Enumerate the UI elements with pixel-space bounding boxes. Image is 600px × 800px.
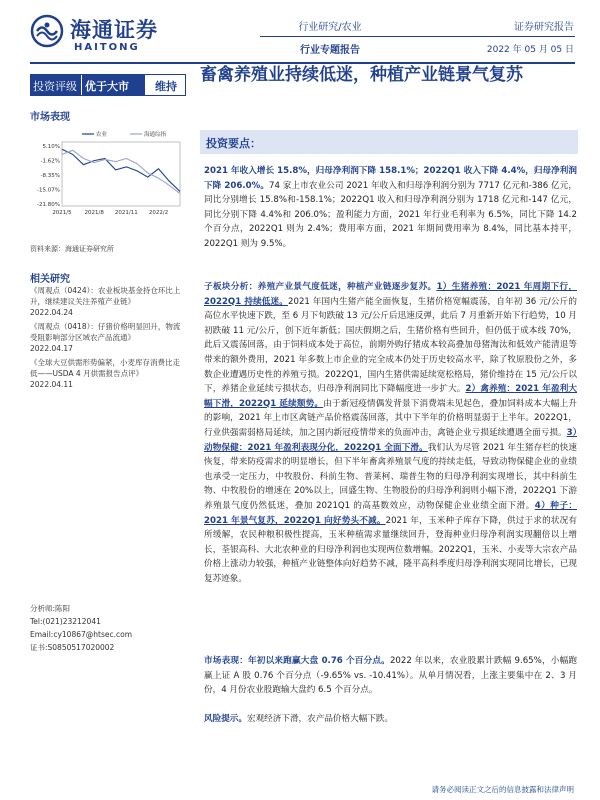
series-line bbox=[62, 150, 180, 193]
related-item-date: 2022.04.17 bbox=[30, 344, 73, 353]
summary-lead: 2021 年收入增长 15.8%，归母净利润下降 158.1%；2022Q1 收入下降 4.4%，归母净利润下降 206.0%。 bbox=[204, 166, 577, 191]
related-item-text: 《周观点（0418）：仔猪价格明显回升，物流受阻影响部分区域农产品流通》 bbox=[30, 322, 181, 342]
y-tick-label: -21.80% bbox=[37, 202, 60, 208]
poultry-body: 由于新冠疫情偶发背景下消费端未见起色，叠加饲料成本大幅上升的影响，2021 年上市区禽链产品价格震荡回落，其中下半年的价格明显弱于上半年。2022Q1，行业供强需弱格局延续，加之国内新冠疫情带来的负面冲击，禽链企业亏损延续遭遇全面亏损。 bbox=[204, 398, 577, 438]
rating-status: 维持 bbox=[145, 75, 185, 95]
market-lead: 市场表现：年初以来跑赢大盘 0.76 个百分点。 bbox=[204, 656, 390, 666]
investment-rating bbox=[30, 74, 186, 96]
market-chart-svg bbox=[30, 128, 186, 224]
chart-source: 资料来源：海通证券研究所 bbox=[30, 245, 114, 253]
rating-value: 优于大市 bbox=[81, 75, 145, 95]
report-category: 行业研究/农业 bbox=[298, 22, 362, 33]
hog-body: 2021 年国内生猪产能全面恢复，生猪价格宽幅震荡，自年初 36 元/公斤的高位水平快速下跌，至 6 月下旬跌破 13 元/公斤后迅速反弹，此后 7 月重新开始下行趋势，10 月初跌破 11 元/公斤，创下近年新低；国庆假期之后，生猪价格有些回升，但仍低于成本线 70%，此后又震荡回落，由于饲料成本处于高位，前期外购仔猪成本较高叠加母猪淘汰和低效产能清退等带来的额外费用，2021 年多数上市企业的完全成本仍处于历史较高水平，除了牧原股份之外，多数企业遭遇历史性的养殖亏损。2022Q1，国内生猪供需延续宽松格局，猪价维持在 15 元/公斤以下，养猪企业延续亏损状态，归母净利润同比下降幅度进一步扩大。 bbox=[204, 296, 577, 395]
y-tick-label: -15.07% bbox=[37, 187, 60, 194]
y-tick-label: -8.35% bbox=[40, 173, 60, 179]
header-divider bbox=[260, 36, 575, 37]
poultry-heading: 2）禽养殖：2021 年盈利大幅下滑，2022Q1 延续颓势。 bbox=[204, 384, 577, 409]
analyst-info bbox=[30, 602, 132, 654]
analyst-name: 分析师:陈阳 bbox=[30, 604, 71, 613]
report-kind: 证券研究报告 bbox=[514, 22, 574, 33]
haitong-emblem-icon bbox=[30, 14, 64, 48]
legend-label: 海通综指 bbox=[144, 132, 167, 138]
x-tick-label: 2021/11 bbox=[114, 210, 138, 216]
legend-label: 农业 bbox=[96, 132, 108, 138]
x-tick-label: 2021/5 bbox=[52, 210, 72, 216]
x-tick-label: 2021/8 bbox=[84, 210, 104, 216]
seed-body: 2021 年，玉米种子库存下降，供过于求的状况有所缓解，农民种粮积极性提高，玉米种植需求量继续回升，登海种业归母净利润实现翻倍以上增长，荃银高科、大北农种业的归母净利润也实现两位数增幅。2022Q1，玉米、小麦等大宗农产品价格上涨动力较强，种植产业链整体向好趋势不减，隆平高科季度归母净利润实现同比增长，已现复苏迹象。 bbox=[204, 515, 578, 584]
animal-health-heading: 3）动物保健：2021 年盈利表现分化，2022Q1 全面下滑。 bbox=[204, 427, 577, 453]
market-section-title: 市场表现 bbox=[30, 112, 70, 123]
risk-rest: 宏观经济下滑，农产品价格大幅下跌。 bbox=[246, 714, 394, 724]
subsectors-lead: 子板块分析：养殖产业景气度低迷，种植产业链逐步复苏。 bbox=[204, 282, 437, 292]
x-tick-label: 2022/2 bbox=[148, 210, 169, 216]
header-center bbox=[270, 18, 390, 56]
key-points-label: 投资要点： bbox=[206, 137, 261, 150]
paragraph-summary bbox=[204, 164, 577, 252]
related-item-text: 《周观点（0424）：农业板块基金持仓环比上升，继续建议关注养殖产业链》 bbox=[30, 286, 181, 306]
related-item-text: 《全球大豆供需形势偏紧，小麦库存消费比走低——USDA 4 月供需报告点评》 bbox=[30, 358, 180, 378]
analyst-tel: Tel:(021)23212041 bbox=[30, 617, 101, 626]
logo-en-text: HAITONG bbox=[74, 42, 140, 53]
report-header bbox=[0, 0, 600, 62]
y-tick-label: -1.62% bbox=[40, 158, 60, 165]
paragraph-risk bbox=[204, 712, 577, 727]
market-chart bbox=[30, 128, 186, 224]
footer-disclaimer[interactable]: 请务必阅读正文之后的信息披露和法律声明 bbox=[431, 785, 574, 794]
haitong-logo bbox=[30, 12, 162, 56]
risk-lead: 风险提示。 bbox=[204, 714, 247, 724]
related-list bbox=[30, 285, 186, 393]
related-item[interactable] bbox=[30, 357, 186, 390]
market-rest: 2022 年以来，农业股累计跌幅 9.65%，小幅跑赢上证 A 股 0.76 个百分点（-9.65% vs. -10.41%）。从单月情况看，上涨主要集中在 2、3 月份，4 月份农业股跑输大盘约 6.5 个百分点。 bbox=[204, 656, 577, 696]
report-title: 畜禽养殖业持续低迷，种植产业链景气复苏 bbox=[200, 65, 523, 85]
key-points-bar bbox=[200, 130, 578, 154]
related-item-date: 2022.04.24 bbox=[30, 308, 73, 317]
related-section-title: 相关研究 bbox=[30, 274, 70, 285]
rating-label: 投资评级 bbox=[31, 75, 81, 95]
seed-heading: 4）种子：2021 年景气复苏，2022Q1 向好势头不减。 bbox=[204, 500, 577, 526]
paragraph-market bbox=[204, 654, 577, 698]
paragraph-subsectors bbox=[204, 280, 577, 586]
report-date: 2022 年 05 月 05 日 bbox=[486, 45, 574, 55]
summary-rest: 74 家上市农业公司 2021 年收入和归母净利润分别为 7717 亿元和-386 亿元，同比分别增长 15.8%和-158.1%；2022Q1 收入和归母净利润分别为 1718 亿元和-147 亿元，同比分别下降 4.4%和 206.0%；盈利能力方面，2021 年行业毛利率为 6.5%，同比下降 14.2 个百分点，2022Q1 则为 2.4%；费用率方面，2021 年期间费用率为 8.4%，同比基本持平，2022Q1 则为 9.5%。 bbox=[204, 180, 577, 249]
related-item-date: 2022.04.11 bbox=[30, 380, 73, 389]
y-tick-label: 5.10% bbox=[42, 144, 60, 150]
animal-health-body: 我们认为尽管 2021 年生猪存栏的快速恢复，带来防疫需求的明显增长，但下半年畜禽养殖景气度的持续走低，导致动物保健企业的业绩也承受一定压力，中牧股份、科前生物、普莱柯、瑞普生物的归母净利润实现增长，其中科前生物、中牧股份的增速在 20%以上，回盛生物、生物股份的归母净利润则小幅下滑，2022Q1 下游养殖景气度仍然低迷，叠加 2021Q1 的高基数效应，动物保健企业业绩全面下滑。 bbox=[204, 442, 577, 511]
hog-heading: 1）生猪养殖：2021 年周期下行，2022Q1 持续低迷。 bbox=[204, 282, 577, 307]
analyst-cert: 证书:S0850517020002 bbox=[30, 643, 115, 652]
related-item[interactable] bbox=[30, 321, 186, 354]
logo-cn-text: 海通证券 bbox=[70, 17, 158, 42]
analyst-email[interactable]: Email:cy10867@htsec.com bbox=[30, 630, 132, 639]
report-type: 行业专题报告 bbox=[300, 45, 360, 56]
related-item[interactable] bbox=[30, 285, 186, 318]
